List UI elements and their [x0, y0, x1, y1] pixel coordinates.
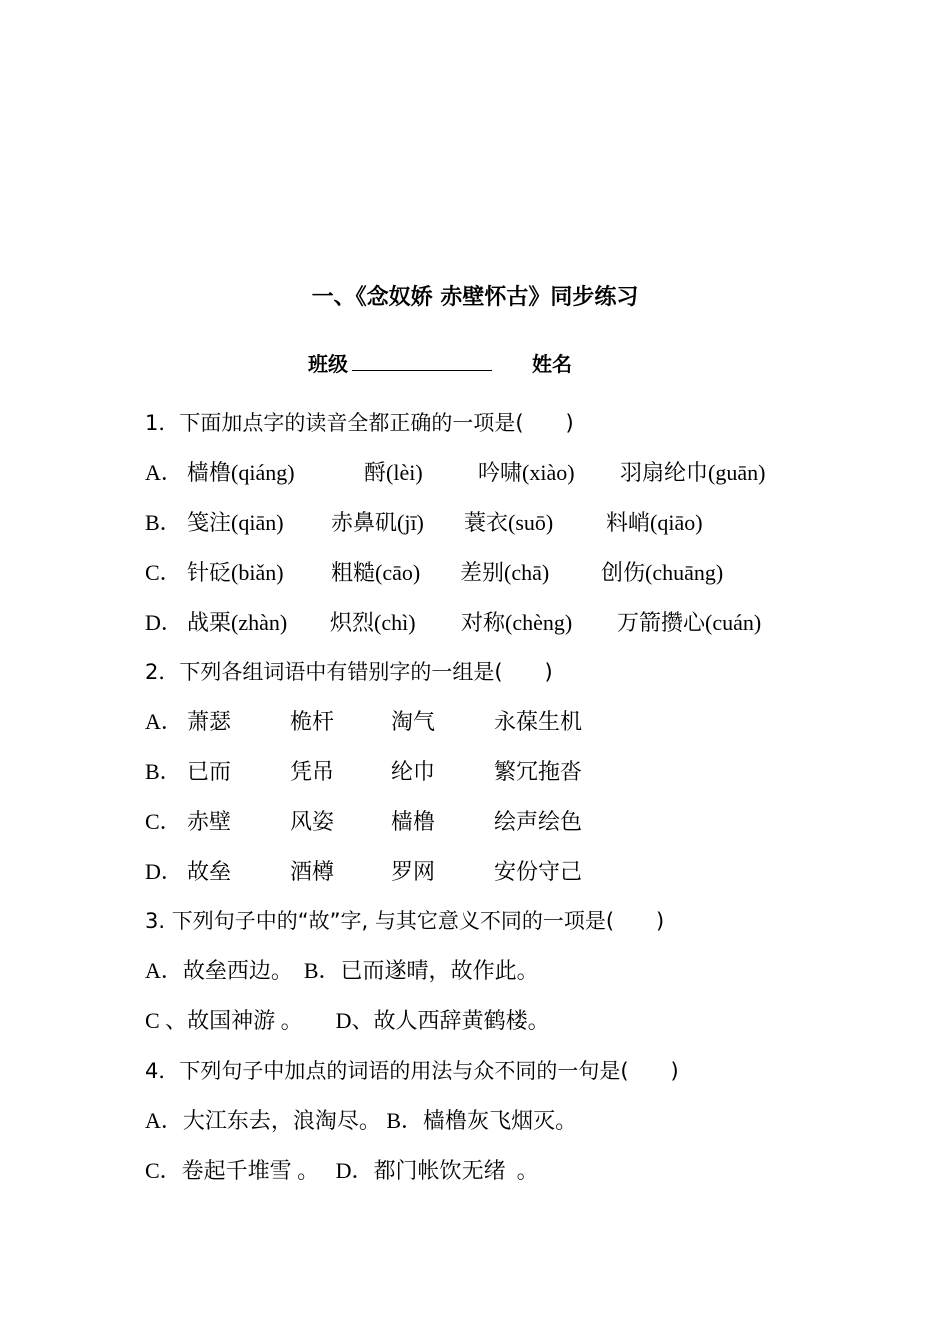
q2-option-b[interactable]	[145, 757, 583, 787]
q3-options-line-1[interactable]: A．故垒西边。 B．已而遂晴，故作此。	[145, 958, 539, 983]
q4-options-line-1[interactable]: A．大江东去，浪淘尽。 B．樯橹灰飞烟灭。	[145, 1108, 578, 1133]
q2-option-d[interactable]	[145, 857, 583, 887]
question-1-stem: 1．下面加点字的读音全都正确的一项是( )	[145, 411, 574, 435]
option-item: 酹(lèi)	[364, 460, 423, 485]
option-item: 桅杆	[290, 709, 335, 734]
option-item: 樯橹(qiáng)	[187, 460, 295, 485]
option-item: 安份守己	[494, 859, 583, 884]
question-4-stem: 4．下列句子中加点的词语的用法与众不同的一句是( )	[145, 1059, 679, 1083]
option-item: 风姿	[290, 809, 335, 834]
option-letter: A．	[145, 709, 183, 734]
option-letter: B．	[145, 759, 182, 784]
option-item: 料峭(qiāo)	[606, 510, 703, 535]
option-item: 蓑衣(suō)	[464, 510, 554, 535]
class-name-line	[308, 345, 572, 377]
option-item: 赤鼻矶(jī)	[331, 510, 424, 535]
q1-option-b[interactable]	[145, 508, 703, 538]
option-item: 差别(chā)	[460, 560, 550, 585]
option-item: 凭吊	[290, 759, 335, 784]
option-letter: C．	[145, 809, 182, 834]
option-item: 赤壁	[187, 809, 232, 834]
option-item: 战栗(zhàn)	[187, 610, 288, 635]
option-item: 淘气	[391, 709, 436, 734]
option-item: 罗网	[391, 859, 436, 884]
option-letter: D．	[145, 610, 183, 635]
option-item: 羽扇纶巾(guān)	[620, 460, 766, 485]
q3-options-line-2[interactable]: C 、故国神游 。 D、故人西辞黄鹤楼。	[145, 1008, 550, 1033]
option-item: 樯橹	[391, 809, 436, 834]
option-item: 万箭攒心(cuán)	[617, 610, 762, 635]
option-item: 永葆生机	[494, 709, 583, 734]
q1-option-a[interactable]	[145, 458, 766, 488]
option-letter: C．	[145, 560, 182, 585]
option-letter: A．	[145, 460, 183, 485]
question-2-stem: 2．下列各组词语中有错别字的一组是( )	[145, 660, 553, 684]
option-item: 创伤(chuāng)	[601, 560, 724, 585]
q1-option-c[interactable]	[145, 558, 724, 588]
option-item: 萧瑟	[187, 709, 232, 734]
q4-options-line-2[interactable]: C．卷起千堆雪 。 D．都门帐饮无绪 。	[145, 1158, 539, 1183]
class-blank[interactable]	[352, 369, 492, 371]
option-letter: B．	[145, 510, 182, 535]
option-item: 酒樽	[290, 859, 335, 884]
option-item: 繁冗拖沓	[494, 759, 583, 784]
question-3-stem: 3. 下列句子中的“故”字, 与其它意义不同的一项是( )	[145, 909, 665, 933]
q2-option-a[interactable]	[145, 707, 583, 737]
option-item: 绘声绘色	[494, 809, 583, 834]
name-label: 姓名	[532, 352, 572, 376]
option-item: 纶巾	[391, 759, 436, 784]
q2-option-c[interactable]	[145, 807, 583, 837]
option-item: 笺注(qiān)	[187, 510, 284, 535]
option-item: 针砭(biǎn)	[187, 560, 284, 585]
option-item: 吟啸(xiào)	[478, 460, 575, 485]
option-item: 对称(chèng)	[461, 610, 573, 635]
option-item: 炽烈(chì)	[330, 610, 416, 635]
option-item: 故垒	[187, 859, 232, 884]
class-label: 班级	[308, 352, 348, 376]
page-title: 一、《念奴娇 赤壁怀古》同步练习	[311, 285, 639, 310]
option-letter: D．	[145, 859, 183, 884]
option-item: 粗糙(cāo)	[331, 560, 421, 585]
option-item: 已而	[187, 759, 232, 784]
q1-option-d[interactable]	[145, 608, 762, 638]
